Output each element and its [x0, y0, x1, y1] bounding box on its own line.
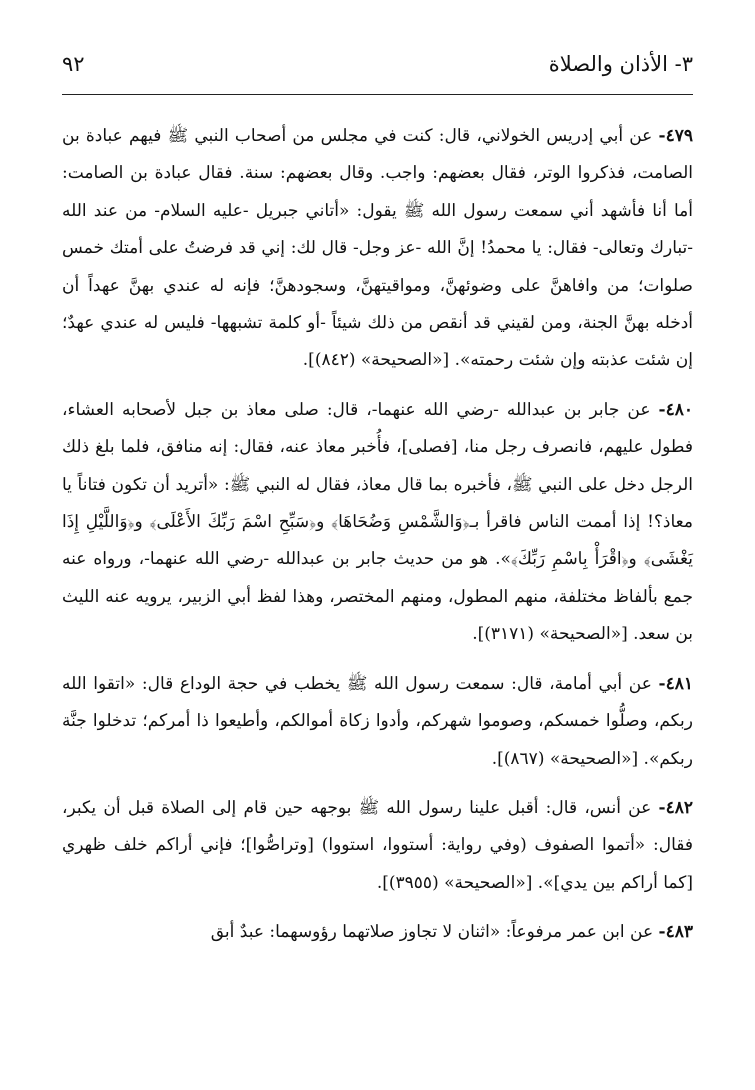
hadith-number: ٤٧٩-	[658, 126, 693, 146]
hadith-483	[62, 914, 693, 951]
page-body	[62, 118, 693, 952]
hadith-text: عن جابر بن عبدالله -رضي الله عنهما-، قال: صلى معاذ بن جبل لأصحابه العشاء، فطول عليهم، فانصرف رجل منا، [فصلى]، فأُخبر معاذ عنه، فقال: إنه منافق، فلما بلغ ذلك الرجل دخل على النبي ﷺ، فأخبره بما قال معاذ، فقال له النبي ﷺ: «أتريد أن تكون فتاناً يا معاذ؟! إذا أممت الناس فاقرأ بـ﴿وَالشَّمْسِ وَضُحَاهَا﴾ و﴿سَبِّحِ اسْمَ رَبِّكَ الأَعْلَى﴾ و﴿وَاللَّيْلِ إِذَا يَغْشَى﴾ و﴿اقْرَأْ بِاسْمِ رَبِّكَ﴾». هو من حديث جابر بن عبدالله -رضي الله عنهما-، ورواه عنه جمع بألفاظ مختلفة، منهم المطول، ومنهم المختصر، وهذا لفظ أبي الزبير، يرويه عنه الليث بن سعد.	[62, 399, 693, 645]
hadith-reference: [«الصحيحة» (٣١٧١)].	[472, 624, 628, 645]
header-divider	[62, 94, 693, 95]
hadith-reference: [«الصحيحة» (٨٤٢)].	[302, 350, 450, 371]
hadith-479	[62, 118, 693, 380]
chapter-title: ٣- الأذان والصلاة	[548, 51, 693, 76]
page-header	[62, 44, 693, 84]
hadith-text: عن ابن عمر مرفوعاً: «اثنان لا تجاوز صلاتهما رؤوسهما: عبدٌ أبق	[210, 922, 659, 943]
hadith-text: عن أبي أمامة، قال: سمعت رسول الله ﷺ يخطب في حجة الوداع قال: «اتقوا الله ربكم، وصلُّوا خمسكم، وصوموا شهركم، وأدوا زكاة أموالكم، وأطيعوا ذا أمركم؛ تدخلوا جنَّة ربكم».	[62, 673, 693, 769]
hadith-text: عن أبي إدريس الخولاني، قال: كنت في مجلس من أصحاب النبي ﷺ فيهم عبادة بن الصامت، فذكروا الوتر، فقال بعضهم: واجب. وقال بعضهم: سنة. فقال عبادة بن الصامت: أما أنا فأشهد أني سمعت رسول الله ﷺ يقول: «أتاني جبريل -عليه السلام- من عند الله -تبارك وتعالى- فقال: يا محمدُ! إنَّ الله -عز وجل- قال لك: إني قد فرضتُ على أمتك خمس صلوات؛ من وافاهنَّ على وضوئهنَّ، ومواقيتهنَّ، وسجودهنَّ؛ فإنه له عندي بهنَّ عهداً أن أدخله بهنَّ الجنة، ومن لقيني قد أنقص من ذلك شيئاً -أو كلمة تشبهها- فليس له عندي عهدٌ؛ إن شئت عذبته وإن شئت رحمته».	[62, 126, 693, 371]
hadith-reference: [«الصحيحة» (٣٩٥٥)].	[376, 872, 533, 893]
hadith-482	[62, 790, 693, 902]
hadith-number: ٤٨١-	[658, 673, 693, 694]
hadith-480	[62, 392, 693, 654]
page-number: ٩٢	[62, 51, 85, 76]
hadith-reference: [«الصحيحة» (٨٦٧)].	[491, 748, 639, 769]
hadith-text: عن أنس، قال: أقبل علينا رسول الله ﷺ بوجهه حين قام إلى الصلاة قبل أن يكبر، فقال: «أتموا الصفوف (وفي رواية: أستووا، استووا) [وتراصُّوا]؛ فإني أراكم خلف ظهري [كما أراكم بين يدي]».	[62, 797, 693, 893]
hadith-481	[62, 666, 693, 778]
hadith-number: ٤٨٣-	[658, 922, 693, 943]
hadith-number: ٤٨٢-	[658, 797, 693, 818]
hadith-number: ٤٨٠-	[658, 399, 693, 420]
